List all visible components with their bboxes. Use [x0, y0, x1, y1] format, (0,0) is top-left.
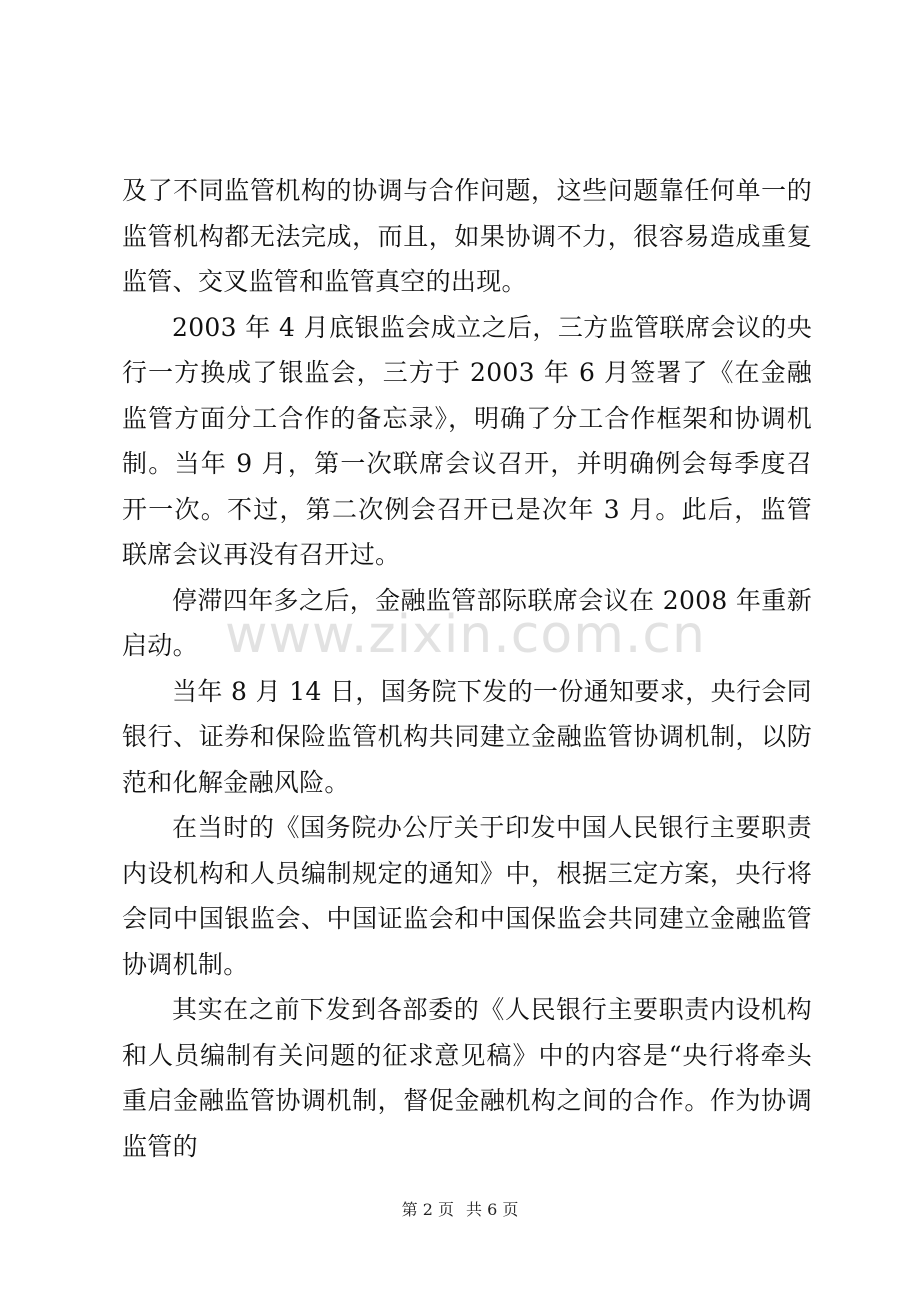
page-number: 第 2 页 — [401, 1200, 454, 1219]
page-footer — [0, 1197, 920, 1220]
paragraph-2: 2003 年 4 月底银监会成立之后，三方监管联席会议的央行一方换成了银监会，三方于 2003 年 6 月签署了《在金融监管方面分工合作的备忘录》，明确了分工合作框架和协调机制。当年 9 月，第一次联席会议召开，并明确例会每季度召开一次。不过，第二次例会召开已是次年 3 月。此后，监管联席会议再没有召开过。 — [122, 312, 812, 569]
paragraph-4: 当年 8 月 14 日，国务院下发的一份通知要求，央行会同银行、证券和保险监管机构共同建立金融监管协调机制，以防范和化解金融风险。 — [122, 676, 812, 797]
paragraph-3: 停滞四年多之后，金融监管部际联席会议在 2008 年重新启动。 — [122, 585, 812, 660]
paragraph-5: 在当时的《国务院办公厅关于印发中国人民银行主要职责内设机构和人员编制规定的通知》中，根据三定方案，央行将会同中国银监会、中国证监会和中国保监会共同建立金融监管协调机制。 — [122, 813, 812, 979]
paragraph-1: 及了不同监管机构的协调与合作问题，这些问题靠任何单一的监管机构都无法完成，而且，如果协调不力，很容易造成重复监管、交叉监管和监管真空的出现。 — [122, 176, 812, 296]
paragraph-6: 其实在之前下发到各部委的《人民银行主要职责内设机构和人员编制有关问题的征求意见稿》中的内容是“央行将牵头重启金融监管协调机制，督促金融机构之间的合作。作为协调监管的 — [122, 995, 812, 1161]
page-total: 共 6 页 — [466, 1200, 519, 1219]
document-body — [122, 168, 812, 1169]
watermark: www.zixin.com.cn — [225, 605, 706, 665]
